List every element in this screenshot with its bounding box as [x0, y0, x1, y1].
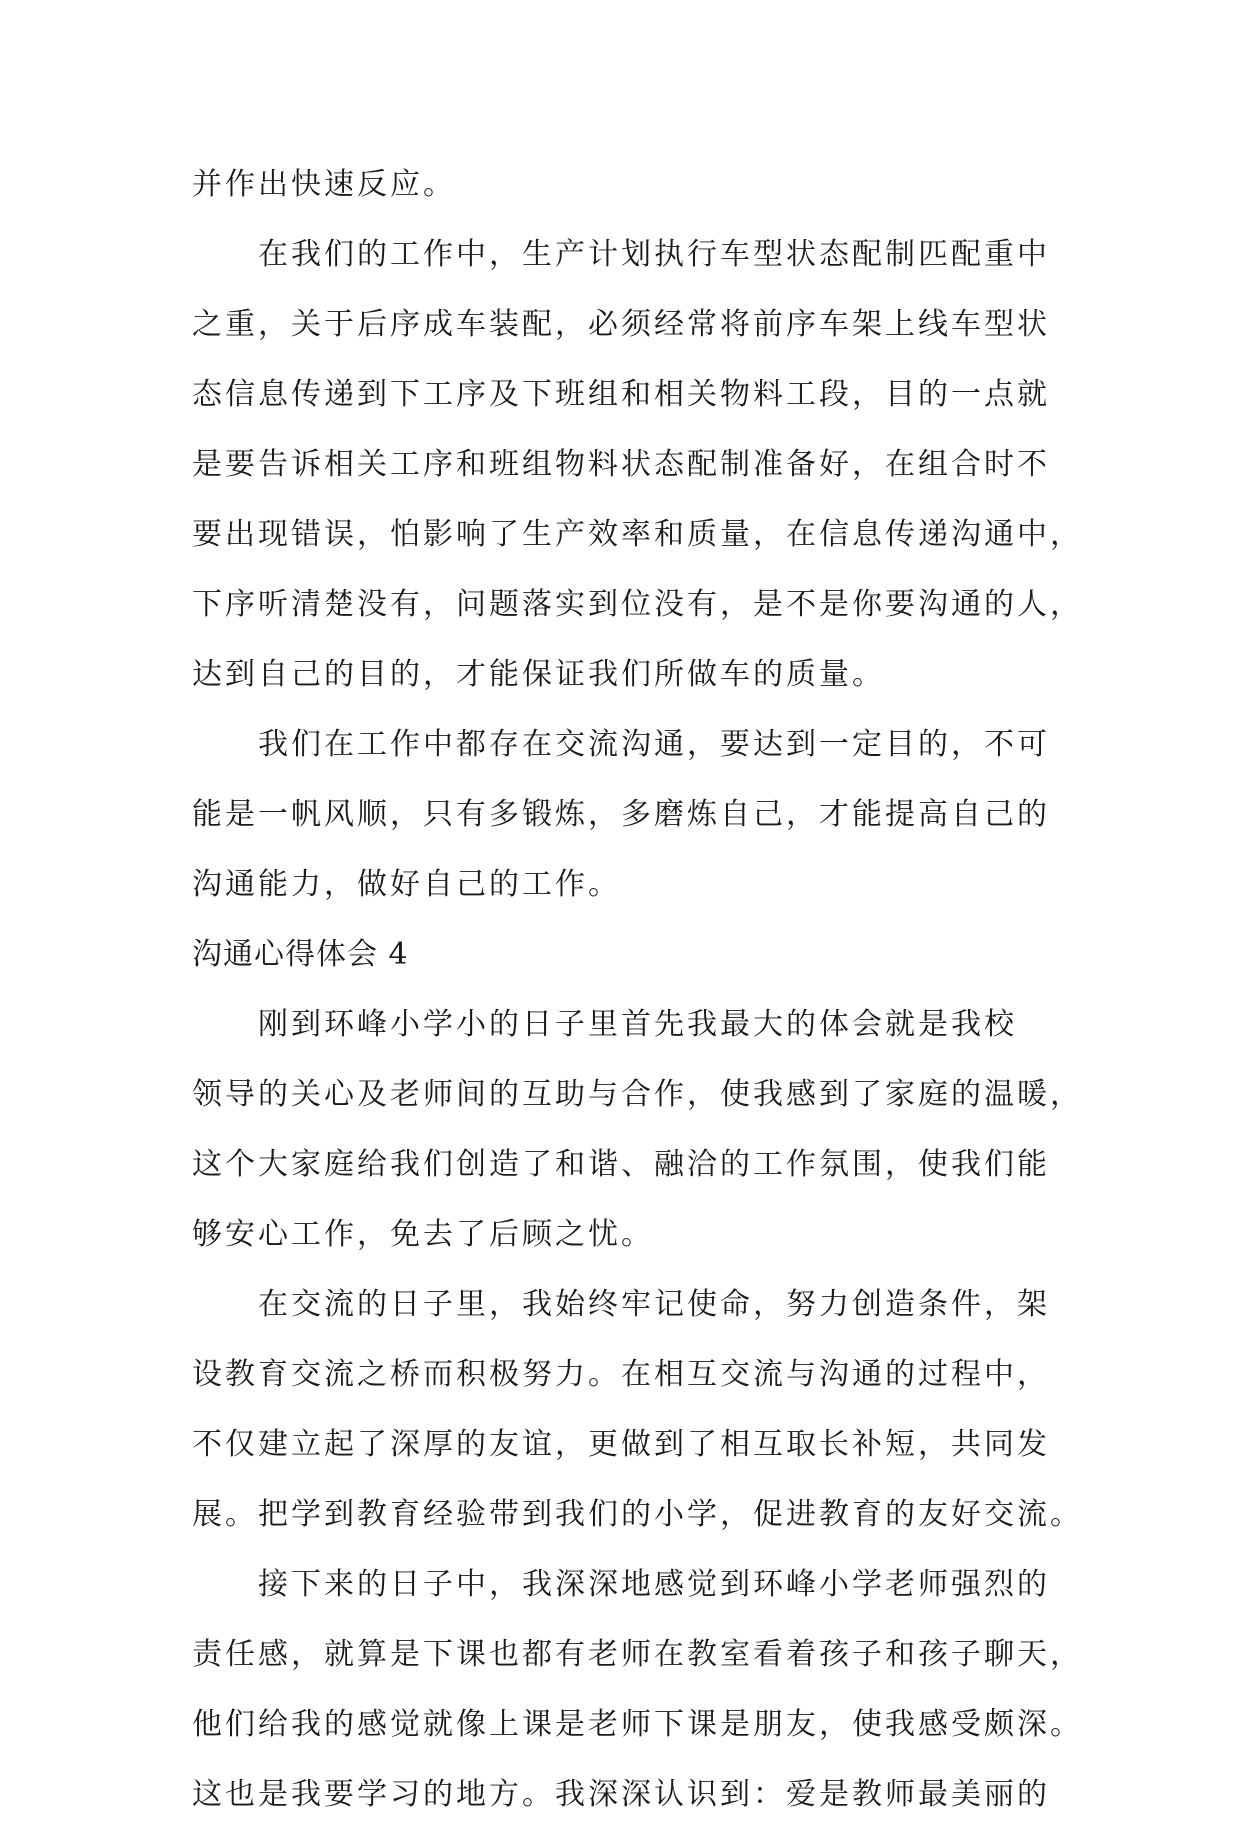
paragraph-first-line: 在交流的日子里，我始终牢记使命，努力创造条件，架	[258, 1287, 1050, 1322]
body-text-line: 展。把学到教育经验带到我们的小学，促进教育的友好交流。	[192, 1497, 1083, 1532]
body-text-line: 态信息传递到下工序及下班组和相关物料工段，目的一点就	[192, 377, 1050, 412]
body-text-line: 设教育交流之桥而积极努力。在相互交流与沟通的过程中，	[192, 1357, 1050, 1392]
paragraph-first-line: 接下来的日子中，我深深地感觉到环峰小学老师强烈的	[258, 1567, 1050, 1602]
body-text-line: 领导的关心及老师间的互助与合作，使我感到了家庭的温暖，	[192, 1077, 1083, 1112]
body-text-line: 沟通能力，做好自己的工作。	[192, 867, 621, 902]
paragraph-first-line: 我们在工作中都存在交流沟通，要达到一定目的，不可	[258, 727, 1050, 762]
body-text-line: 达到自己的目的，才能保证我们所做车的质量。	[192, 657, 885, 692]
body-text-line: 不仅建立起了深厚的友谊，更做到了相互取长补短，共同发	[192, 1427, 1050, 1462]
body-text-line: 要出现错误，怕影响了生产效率和质量，在信息传递沟通中，	[192, 517, 1083, 552]
body-text-line: 他们给我的感觉就像上课是老师下课是朋友，使我感受颇深。	[192, 1707, 1083, 1742]
body-text-line: 并作出快速反应。	[192, 167, 456, 202]
body-text-line: 这也是我要学习的地方。我深深认识到：爱是教师最美丽的	[192, 1777, 1050, 1812]
paragraph-first-line: 在我们的工作中，生产计划执行车型状态配制匹配重中	[258, 237, 1050, 272]
body-text-line: 是要告诉相关工序和班组物料状态配制准备好，在组合时不	[192, 447, 1050, 482]
paragraph-first-line: 刚到环峰小学小的日子里首先我最大的体会就是我校	[258, 1007, 1017, 1042]
body-text-line: 下序听清楚没有，问题落实到位没有，是不是你要沟通的人，	[192, 587, 1083, 622]
body-text-line: 能是一帆风顺，只有多锻炼，多磨炼自己，才能提高自己的	[192, 797, 1050, 832]
section-heading: 沟通心得体会 4	[192, 937, 409, 972]
body-text-line: 之重，关于后序成车装配，必须经常将前序车架上线车型状	[192, 307, 1050, 342]
body-text-line: 够安心工作，免去了后顾之忧。	[192, 1217, 654, 1252]
document-body	[192, 160, 1083, 1840]
body-text-line: 这个大家庭给我们创造了和谐、融洽的工作氛围，使我们能	[192, 1147, 1050, 1182]
body-text-line: 责任感，就算是下课也都有老师在教室看着孩子和孩子聊天，	[192, 1637, 1083, 1672]
